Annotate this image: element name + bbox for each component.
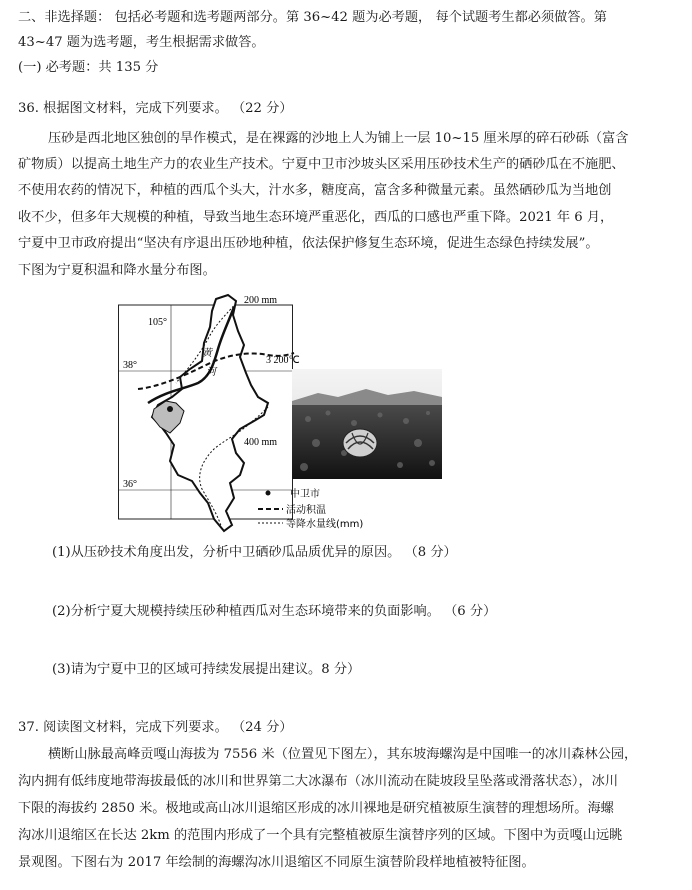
ningxia-map-figure xyxy=(118,293,448,533)
q36-subquestion-3: (3)请为宁夏中卫的区域可持续发展提出建议。8 分） xyxy=(52,662,361,677)
q36-title: 36. 根据图文材料，完成下列要求。 （22 分） xyxy=(18,101,293,116)
lat-bottom-label: 36° xyxy=(123,479,137,490)
watermelon-field-photo xyxy=(292,369,442,479)
river-label-char-1: 黄 xyxy=(202,348,212,359)
lon-label: 105° xyxy=(148,317,167,328)
watermelon xyxy=(343,429,377,457)
q36-para-line: 不使用农药的情况下，种植的西瓜个头大，汁水多，糖度高，富含多种微量元素。虽然硒砂瓜为当地创 xyxy=(18,183,612,198)
q36-para-line: 矿物质）以提高土地生产力的农业生产技术。宁夏中卫市沙坡头区采用压砂技术生产的硒砂瓜在不施肥、 xyxy=(18,157,625,172)
q36-para-line: 下图为宁夏积温和降水量分布图。 xyxy=(18,263,216,278)
iso-temp-label: 3 200℃ xyxy=(266,355,300,366)
q37-para-line: 景观图。下图右为 2017 年绘制的海螺沟冰川退缩区不同原生演替阶段样地植被特征图。 xyxy=(18,855,535,870)
q37-para-line: 沟冰川退缩区在长达 2km 的范围内形成了一个具有完整植被原生演替序列的区域。下图中为贡嘎山远眺 xyxy=(18,828,623,843)
river-label-char-2: 河 xyxy=(206,367,216,378)
section-heading-line-2: 43~47 题为选考题，考生根据需求做答。 xyxy=(18,35,265,50)
legend-precip-label: 等降水量线(mm) xyxy=(286,519,364,530)
legend-city-symbol xyxy=(266,491,271,496)
section-heading-line-1: 二、非选择题： 包括必考题和选考题两部分。第 36~42 题为必考题， 每个试题考生都必须做答。第 xyxy=(18,10,607,25)
q37-para-line: 下限的海拔约 2850 米。极地或高山冰川退缩区形成的冰川裸地是研究植被原生演替的理想场所。海螺 xyxy=(18,801,614,816)
q36-subquestion-2: (2)分析宁夏大规模持续压砂种植西瓜对生态环境带来的负面影响。 （6 分） xyxy=(52,604,497,619)
iso-200-label: 200 mm xyxy=(244,295,278,306)
q36-para-line: 压砂是西北地区独创的旱作模式，是在裸露的沙地上人为铺上一层 10~15 厘米厚的碎石砂砾（富含 xyxy=(48,131,629,146)
q37-title: 37. 阅读图文材料，完成下列要求。 （24 分） xyxy=(18,720,293,735)
required-section-label: (一) 必考题：共 135 分 xyxy=(18,60,159,75)
zhongwei-city-point xyxy=(167,406,173,412)
q36-subquestion-1: (1)从压砂技术角度出发，分析中卫硒砂瓜品质优异的原因。 （8 分） xyxy=(52,545,457,560)
q37-para-line: 横断山脉最高峰贡嘎山海拔为 7556 米（位置见下图左），其东坡海螺沟是中国唯一的冰川森林公园， xyxy=(48,747,638,762)
legend-city-label: 中卫市 xyxy=(290,489,320,500)
q36-para-line: 收不少，但多年大规模的种植，导致当地生态环境严重恶化，西瓜的口感也严重下降。2021 年 6 月， xyxy=(18,210,614,225)
iso-400-label: 400 mm xyxy=(244,437,278,448)
q36-para-line: 宁夏中卫市政府提出“坚决有序退出压砂地种植，依法保护修复生态环境，促进生态绿色持续发展”。 xyxy=(18,236,599,251)
ningxia-map xyxy=(118,293,448,533)
legend-temp-label: 活动积温 xyxy=(286,505,326,516)
lat-top-label: 38° xyxy=(123,360,137,371)
q37-para-line: 沟内拥有低纬度地带海拔最低的冰川和世界第二大冰瀑布（冰川流动在陡坡段呈坠落或滑落状态），冰川 xyxy=(18,774,619,789)
